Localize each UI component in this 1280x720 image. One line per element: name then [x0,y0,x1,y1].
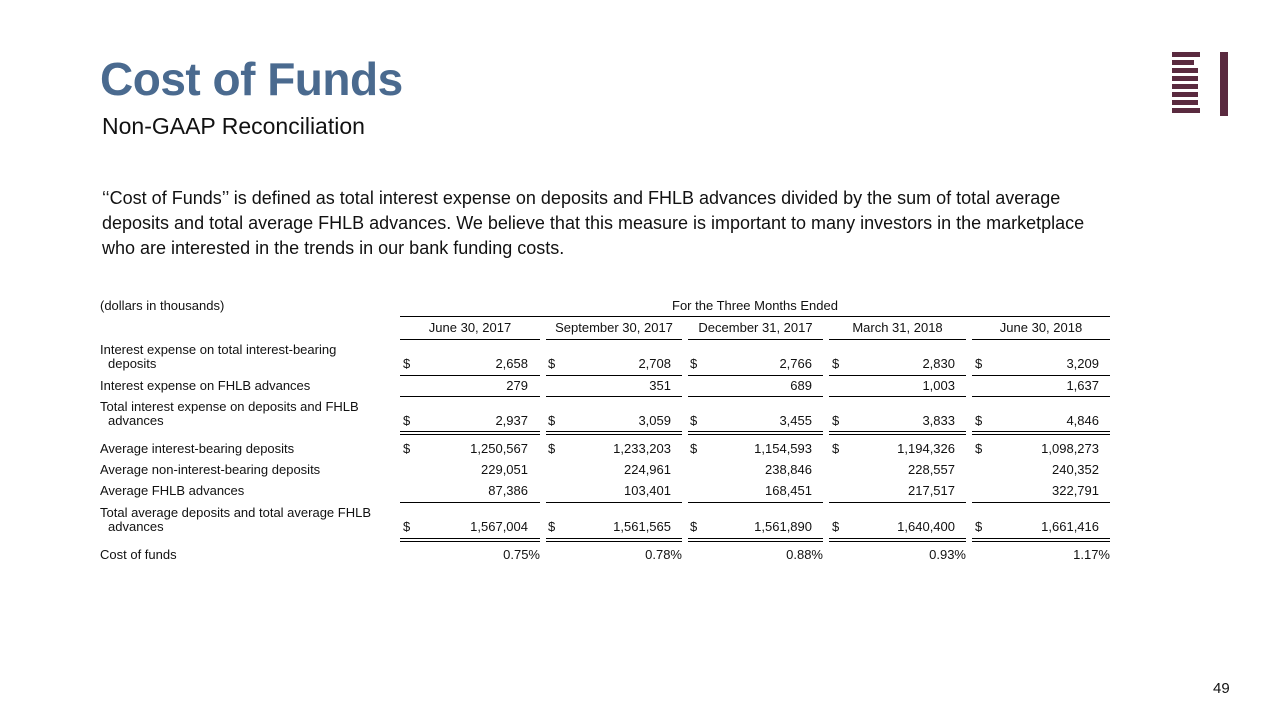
table-cell: 351 [649,378,671,393]
subtotal-rule [972,502,1110,503]
table-cell: 1,003 [922,378,955,393]
table-cell: 4,846 [1066,413,1099,428]
table-cell: 228,557 [908,462,955,477]
row-label-continued: advances [108,413,164,428]
table-cell: 1,194,326 [897,441,955,456]
table-cell: 1,640,400 [897,519,955,534]
table-cell: 2,830 [922,356,955,371]
column-header: September 30, 2017 [555,320,673,335]
row-label-continued: advances [108,519,164,534]
row-label: Interest expense on FHLB advances [100,378,311,393]
subtotal-rule [688,375,823,376]
table-cell: 1,098,273 [1041,441,1099,456]
table-cell: 1,561,890 [754,519,812,534]
table-cell: 1.17% [1073,547,1110,562]
table-cell: 229,051 [481,462,528,477]
currency-symbol: $ [548,413,556,428]
currency-symbol: $ [975,441,983,456]
table-cell: 3,833 [922,413,955,428]
table-cell: 2,766 [779,356,812,371]
row-label-continued: deposits [108,356,157,371]
currency-symbol: $ [548,519,556,534]
column-header: December 31, 2017 [698,320,813,335]
column-header: June 30, 2017 [428,320,512,335]
subtotal-rule [546,502,682,503]
table-cell: 238,846 [765,462,812,477]
table-cell: 1,661,416 [1041,519,1099,534]
currency-symbol: $ [975,519,983,534]
column-header-rule [688,339,823,340]
currency-symbol: $ [832,356,840,371]
table-cell: 168,451 [765,483,812,498]
table-cell: 0.88% [786,547,823,562]
currency-symbol: $ [403,519,411,534]
table-cell: 217,517 [908,483,955,498]
table-cell: 3,059 [638,413,671,428]
subtotal-rule [829,396,966,397]
subtotal-rule [972,375,1110,376]
table-cell: 87,386 [488,483,528,498]
row-label: Cost of funds [100,547,177,562]
total-double-rule [829,538,966,542]
currency-symbol: $ [403,413,411,428]
table-cell: 0.93% [929,547,966,562]
table-cell: 1,561,565 [613,519,671,534]
page-title: Cost of Funds [100,53,403,105]
table-cell: 3,455 [779,413,812,428]
total-double-rule [400,431,540,435]
table-cell: 279 [506,378,528,393]
units-note: (dollars in thousands) [100,298,225,313]
table-cell: 2,937 [495,413,528,428]
company-logo [1172,52,1232,118]
period-header-rule [400,316,1110,317]
row-label: Total average deposits and total average FHLB [100,505,372,520]
page-subtitle: Non-GAAP Reconciliation [102,113,365,139]
table-cell: 689 [790,378,812,393]
currency-symbol: $ [690,519,698,534]
table-cell: 103,401 [624,483,671,498]
table-cell: 224,961 [624,462,671,477]
table-cell: 0.78% [645,547,682,562]
currency-symbol: $ [690,413,698,428]
column-header-rule [400,339,540,340]
currency-symbol: $ [975,413,983,428]
total-double-rule [972,431,1110,435]
column-header: June 30, 2018 [999,320,1083,335]
total-double-rule [972,538,1110,542]
subtotal-rule [688,502,823,503]
currency-symbol: $ [548,441,556,456]
total-double-rule [400,538,540,542]
currency-symbol: $ [975,356,983,371]
currency-symbol: $ [832,441,840,456]
table-cell: 2,708 [638,356,671,371]
currency-symbol: $ [690,441,698,456]
currency-symbol: $ [548,356,556,371]
subtotal-rule [400,502,540,503]
subtotal-rule [546,396,682,397]
total-double-rule [829,431,966,435]
subtotal-rule [688,396,823,397]
total-double-rule [546,431,682,435]
column-header-rule [972,339,1110,340]
intro-paragraph: ‘‘Cost of Funds’’ is defined as total interest expense on deposits and FHLB advances divided by the sum of total average deposits and total average FHLB advances. We believe that this measure is important to many investors in the marketplace who are interested in the trends in our bank funding costs. [102,188,1085,258]
table-cell: 1,567,004 [470,519,528,534]
subtotal-rule [546,375,682,376]
row-label: Total interest expense on deposits and FHLB [100,399,359,414]
subtotal-rule [829,502,966,503]
table-cell: 1,250,567 [470,441,528,456]
table-cell: 322,791 [1052,483,1099,498]
total-double-rule [688,431,823,435]
table-cell: 1,154,593 [754,441,812,456]
currency-symbol: $ [690,356,698,371]
table-cell: 1,637 [1066,378,1099,393]
table-cell: 0.75% [503,547,540,562]
period-header: For the Three Months Ended [672,298,838,313]
subtotal-rule [972,396,1110,397]
currency-symbol: $ [832,413,840,428]
row-label: Interest expense on total interest-bearing [100,342,337,357]
column-header-rule [829,339,966,340]
row-label: Average non-interest-bearing deposits [100,462,321,477]
column-header: March 31, 2018 [852,320,943,335]
total-double-rule [688,538,823,542]
row-label: Average interest-bearing deposits [100,441,295,456]
currency-symbol: $ [832,519,840,534]
currency-symbol: $ [403,356,411,371]
page-number: 49 [1213,680,1230,697]
row-label: Average FHLB advances [100,483,245,498]
table-cell: 1,233,203 [613,441,671,456]
currency-symbol: $ [403,441,411,456]
subtotal-rule [400,396,540,397]
table-cell: 2,658 [495,356,528,371]
subtotal-rule [400,375,540,376]
table-cell: 240,352 [1052,462,1099,477]
table-cell: 3,209 [1066,356,1099,371]
total-double-rule [546,538,682,542]
subtotal-rule [829,375,966,376]
column-header-rule [546,339,682,340]
